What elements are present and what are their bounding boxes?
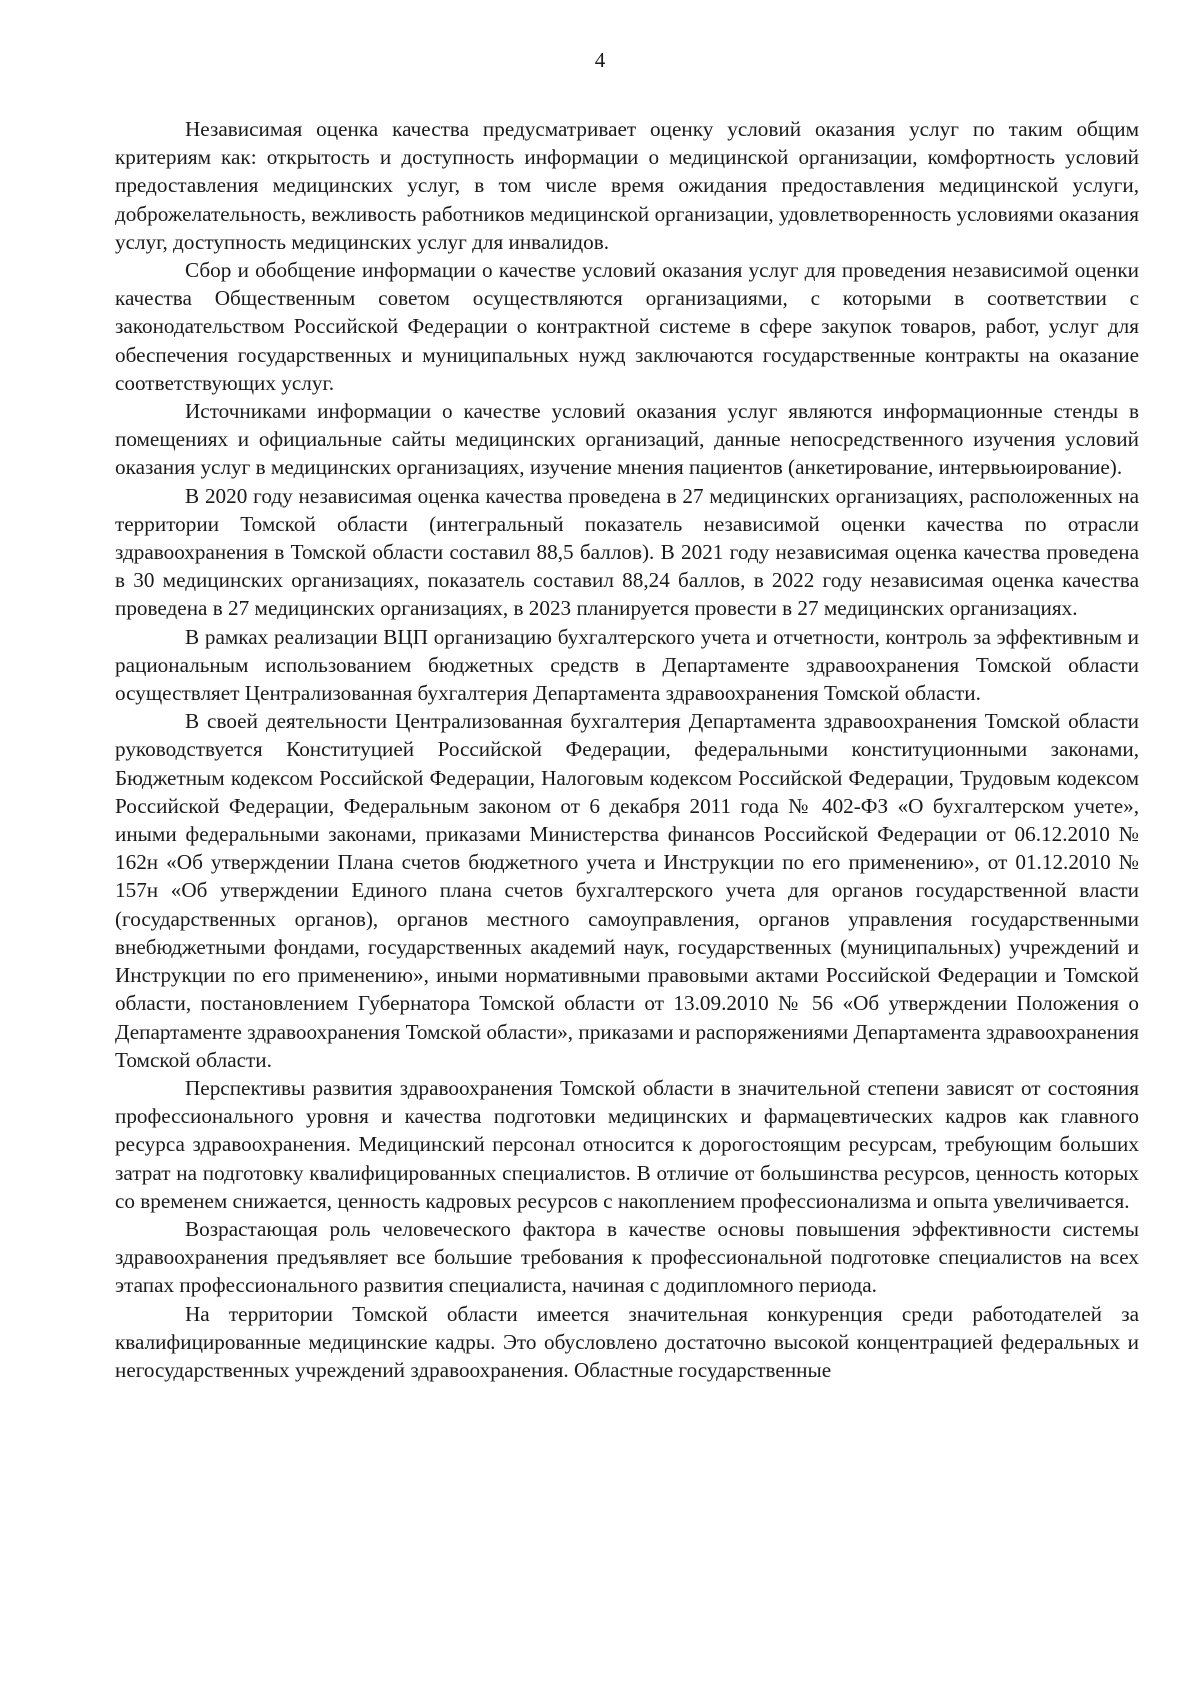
paragraph-staff-competition: На территории Томской области имеется значительная конкуренция среди работодателей за квалифицированные медицинские кадры. Это обусловлено достаточно высокой концентрацией федеральных и негосударственных учреждений здравоохранения. Областные государственные [115,1301,1139,1382]
paragraph-information-sources: Источниками информации о качестве условий оказания услуг являются информационные стенды в помещениях и официальные сайты медицинских организаций, данные непосредственного изучения условий оказания услуг в медицинских организациях, изучение мнения пациентов (анкетирование, интервьюирование). [115,399,1139,480]
paragraph-accounting-organization: В рамках реализации ВЦП организацию бухгалтерского учета и отчетности, контроль за эффективным и рациональным использованием бюджетных средств в Департаменте здравоохранения Томской области осуществляет Централизованная бухгалтерия Департамента здравоохранения Томской области. [115,624,1139,706]
paragraph-assessment-results: В 2020 году независимая оценка качества проведена в 27 медицинских организациях, расположенных на территории Томской области (интегральный показатель независимой оценки качества по отрасли здравоохранения в Томской области составил 88,5 баллов). В 2021 году независимая оценка качества проведена в 30 медицинских организациях, показатель составил 88,24 баллов, в 2022 году независимая оценка качества проведена в 27 медицинских организациях, в 2023 планируется провести в 27 медицинских организациях. [115,483,1139,621]
page-number: 4 [594,48,606,72]
paragraph-information-collection: Сбор и обобщение информации о качестве условий оказания услуг для проведения независимой оценки качества Общественным советом осуществляются организациями, с которыми в соответствии с законодательством Российской Федерации о контрактной системе в сфере закупок товаров, работ, услуг для обеспечения государственных и муниципальных нужд заключаются государственные контракты на оказание соответствующих услуг. [115,258,1139,395]
paragraph-independent-assessment: Независимая оценка качества предусматривает оценку условий оказания услуг по таким общим критериям как: открытость и доступность информации о медицинской организации, комфортность условий предоставления медицинских услуг, в том числе время ожидания предоставления медицинской услуги, доброжелательность, вежливость работников медицинской организации, удовлетворенность условиями оказания услуг, доступность медицинских услуг для инвалидов. [115,117,1139,254]
paragraph-legal-basis: В своей деятельности Централизованная бухгалтерия Департамента здравоохранения Томской области руководствуется Конституцией Российской Федерации, федеральными конституционными законами, Бюджетным кодексом Российской Федерации, Налоговым кодексом Российской Федерации, Трудовым кодексом Российской Федерации, Федеральным законом от 6 декабря 2011 года № 402-ФЗ «О бухгалтерском учете», иными федеральными законами, приказами Министерства финансов Российской Федерации от 06.12.2010 № 162н «Об утверждении Плана счетов бюджетного учета и Инструкции по его применению», от 01.12.2010 № 157н «Об утверждении Единого плана счетов бухгалтерского учета для органов государственной власти (государственных органов), органов местного самоуправления, органов управления государственными внебюджетными фондами, государственных академий наук, государственных (муниципальных) учреждений и Инструкции по его применению», иными нормативными правовыми актами Российской Федерации и Томской области, постановлением Губернатора Томской области от 13.09.2010 № 56 «Об утверждении Положения о Департаменте здравоохранения Томской области», приказами и распоряжениями Департамента здравоохранения Томской области. [115,709,1139,1072]
paragraph-healthcare-development: Перспективы развития здравоохранения Томской области в значительной степени зависят от состояния профессионального уровня и качества подготовки медицинских и фармацевтических кадров как главного ресурса здравоохранения. Медицинский персонал относится к дорогостоящим ресурсам, требующим больших затрат на подготовку квалифицированных специалистов. В отличие от большинства ресурсов, ценность которых со временем снижается, ценность кадровых ресурсов с накоплением профессионализма и опыта увеличивается. [115,1075,1139,1213]
document-body [115,115,1139,1384]
paragraph-human-factor: Возрастающая роль человеческого фактора в качестве основы повышения эффективности системы здравоохранения предъявляет все большие требования к профессиональной подготовке специалистов на всех этапах профессионального развития специалиста, начиная с додипломного периода. [115,1216,1139,1298]
